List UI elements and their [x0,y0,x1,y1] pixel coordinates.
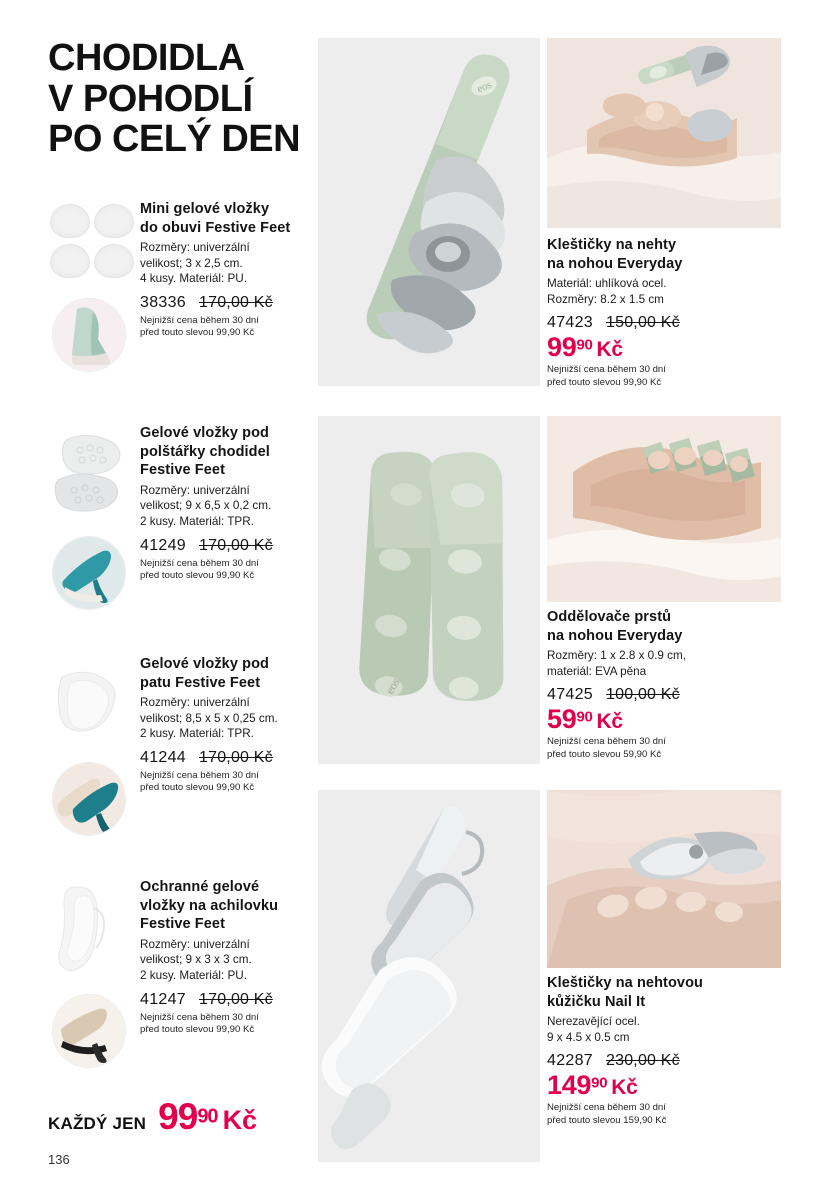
every-just-banner [48,1096,257,1138]
product-old-price: 170,00 Kč [199,749,273,767]
photo-clipping-toenails [547,38,781,228]
product-description: Materiál: uhlíková ocel. Rozměry: 8.2 x 1.5 cm [547,277,667,306]
product-price-row [140,991,306,1009]
product-title: Gelové vložky pod polštářky chodidel Festive Feet [140,425,270,479]
product-lowest-price-note: Nejnižší cena během 30 dní před touto slevou 159,90 Kč [547,1102,667,1126]
product-code: 41247 [140,990,186,1008]
product-thumbnail-group [48,424,136,529]
product-lowest-price-note: Nejnižší cena během 30 dní před touto slevou 59,90 Kč [547,736,666,760]
product-thumbnail-group [48,878,136,988]
product-thumbnail-group [48,655,136,755]
product-code: 42287 [547,1052,593,1070]
gel-pad-icon [94,244,134,278]
product-thumbnail-group [48,200,136,288]
clipping-toenails-illustration [547,38,781,228]
product-lowest-price-note: Nejnižší cena během 30 dní před touto slevou 99,90 Kč [140,1011,259,1035]
product-price-row [140,294,306,312]
product-price-row [547,686,777,704]
product-old-price: 150,00 Kč [606,314,680,332]
product-text-block [140,200,306,339]
page-number: 136 [48,1152,70,1167]
product-description: Rozměry: 1 x 2.8 x 0.9 cm, materiál: EVA pěna [547,649,686,678]
manicure-hands-illustration [547,790,781,968]
cuticle-nipper-illustration [318,790,540,1162]
svg-text:eos: eos [475,78,494,96]
product-lowest-price-note: Nejnižší cena během 30 dní před touto slevou 99,90 Kč [547,364,666,388]
gel-pad-icon [50,244,90,278]
headline-line-3: PO CELÝ DEN [48,118,301,161]
product-text-block [140,655,306,794]
heel-shoe-illustration [53,995,125,1067]
photo-cuticle-nipper-in-use [547,790,781,968]
photo-toe-separators [318,416,540,764]
product-price-row [547,314,777,332]
product-old-price: 170,00 Kč [199,294,273,312]
product-lowest-price-note: Nejnižší cena během 30 dní před touto slevou 99,90 Kč [140,557,259,581]
toenail-clipper-illustration [318,38,540,386]
gel-pad-icon [94,204,134,238]
product-title: Kleštičky na nehty na nohou Everyday [547,237,683,272]
product-inset-photo [52,298,126,372]
gel-pad-icon [50,204,90,238]
photo-foot-with-separators [547,416,781,602]
product-card-47423[interactable] [547,236,777,389]
product-title: Mini gelové vložky do obuvi Festive Feet [140,201,291,236]
high-heel-illustration [53,537,125,609]
product-code: 41244 [140,749,186,767]
page-headline [48,38,318,160]
foot-with-separators-illustration [547,416,781,602]
pumps-pair-illustration [53,763,125,835]
product-lowest-price-note: Nejnižší cena během 30 dní před touto slevou 99,90 Kč [140,315,259,339]
product-text-block [140,878,306,1036]
product-old-price: 230,00 Kč [606,1052,680,1070]
product-new-price: 5990 Kč [547,704,623,735]
product-inset-photo [52,536,126,610]
product-text-block [140,424,306,582]
gel-heel-pad-illustration [48,655,138,755]
photo-toenail-clipper [318,38,540,386]
every-just-price: 9990 Kč [158,1096,258,1137]
product-description: Rozměry: univerzální velikost; 9 x 6,5 x 0,2 cm. 2 kusy. Materiál: TPR. [140,483,272,528]
product-card-47425[interactable] [547,608,777,761]
product-title: Gelové vložky pod patu Festive Feet [140,656,270,691]
every-just-label: KAŽDÝ JEN [48,1114,147,1133]
product-description: Rozměry: univerzální velikost; 9 x 3 x 3 cm. 2 kusy. Materiál: PU. [140,937,252,982]
product-code: 41249 [140,536,186,554]
product-code: 47423 [547,314,593,332]
product-description: Rozměry: univerzální velikost; 8,5 x 5 x 0,25 cm. 2 kusy. Materiál: TPR. [140,696,278,741]
photo-cuticle-nipper [318,790,540,1162]
headline-line-1: CHODIDLA [48,37,245,79]
svg-text:eos: eos [382,675,403,697]
product-title: Kleštičky na nehtovou kůžičku Nail It [547,975,703,1010]
product-old-price: 100,00 Kč [606,686,680,704]
product-title: Oddělovače prstů na nohou Everyday [547,609,683,644]
product-title: Ochranné gelové vložky na achilovku Festive Feet [140,879,279,933]
product-price-row [547,1052,777,1070]
gel-forefoot-pad-illustration [48,424,138,529]
product-card-42287[interactable] [547,974,777,1127]
product-new-price: 9990 Kč [547,332,623,363]
product-lowest-price-note: Nejnižší cena během 30 dní před touto slevou 99,90 Kč [140,770,259,794]
product-inset-photo [52,762,126,836]
product-old-price: 170,00 Kč [199,990,273,1008]
product-inset-photo [52,994,126,1068]
product-price-row [140,537,306,555]
ankle-boot-illustration [53,299,125,371]
product-code: 38336 [140,294,186,312]
product-old-price: 170,00 Kč [199,536,273,554]
product-description: Rozměry: univerzální velikost; 3 x 2,5 cm. 4 kusy. Materiál: PU. [140,241,250,286]
product-code: 47425 [547,686,593,704]
gel-achilles-pad-illustration [48,878,138,988]
toe-separator-illustration [318,416,540,764]
headline-line-2: V POHODLÍ [48,77,253,120]
product-description: Nerezavějící ocel. 9 x 4.5 x 0.5 cm [547,1015,640,1044]
product-price-row [140,749,306,767]
product-new-price: 14990 Kč [547,1070,638,1101]
